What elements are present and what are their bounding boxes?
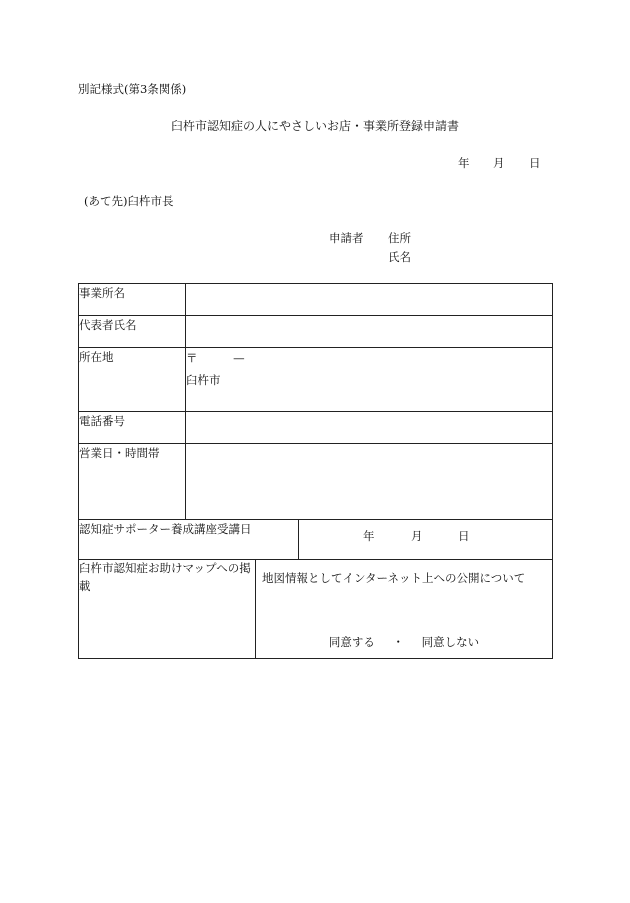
row-representative xyxy=(79,316,553,348)
agree-option[interactable]: 同意する xyxy=(328,635,375,649)
row-location xyxy=(79,348,553,412)
row-business-name xyxy=(79,284,553,316)
supporter-day: 日 xyxy=(458,529,470,543)
disagree-option[interactable]: 同意しない xyxy=(421,635,480,649)
addressee: (あて先)臼杵市長 xyxy=(84,194,174,208)
supporter-label: 認知症サポーター養成講座受講日 xyxy=(79,520,299,560)
business-name-label: 事業所名 xyxy=(79,284,186,316)
location-label: 所在地 xyxy=(79,348,186,412)
hours-label: 営業日・時間帯 xyxy=(79,444,186,520)
application-table xyxy=(78,283,553,659)
form-number: 別記様式(第3条関係) xyxy=(78,82,187,96)
supporter-year: 年 xyxy=(363,529,375,543)
postal-mark: 〒 xyxy=(186,351,198,365)
map-question: 地図情報としてインターネット上への公開について xyxy=(262,571,526,585)
page-title: 臼杵市認知症の人にやさしいお店・事業所登録申請書 xyxy=(170,119,459,133)
postal-dash: — xyxy=(233,351,245,365)
city-prefix: 臼杵市 xyxy=(186,372,221,387)
name-label: 氏名 xyxy=(388,250,411,264)
row-map-listing xyxy=(79,560,553,659)
option-separator: ・ xyxy=(392,635,404,649)
map-consent-field xyxy=(256,560,553,659)
date-day: 日 xyxy=(529,156,541,170)
row-business-hours xyxy=(79,444,553,520)
representative-label: 代表者氏名 xyxy=(79,316,186,348)
date-year: 年 xyxy=(458,156,470,170)
supporter-date-field[interactable] xyxy=(299,520,553,560)
phone-field[interactable] xyxy=(186,412,553,444)
phone-label: 電話番号 xyxy=(79,412,186,444)
address-label: 住所 xyxy=(388,231,411,245)
consent-options xyxy=(256,634,552,650)
hours-field[interactable] xyxy=(186,444,553,520)
applicant-label: 申請者 xyxy=(329,231,364,245)
map-label: 臼杵市認知症お助けマップへの掲載 xyxy=(79,560,256,659)
supporter-month: 月 xyxy=(411,529,423,543)
business-name-field[interactable] xyxy=(186,284,553,316)
date-month: 月 xyxy=(493,156,505,170)
row-supporter-course xyxy=(79,520,553,560)
location-field[interactable] xyxy=(186,348,553,412)
row-phone xyxy=(79,412,553,444)
postal-code-line xyxy=(186,348,552,370)
representative-field[interactable] xyxy=(186,316,553,348)
